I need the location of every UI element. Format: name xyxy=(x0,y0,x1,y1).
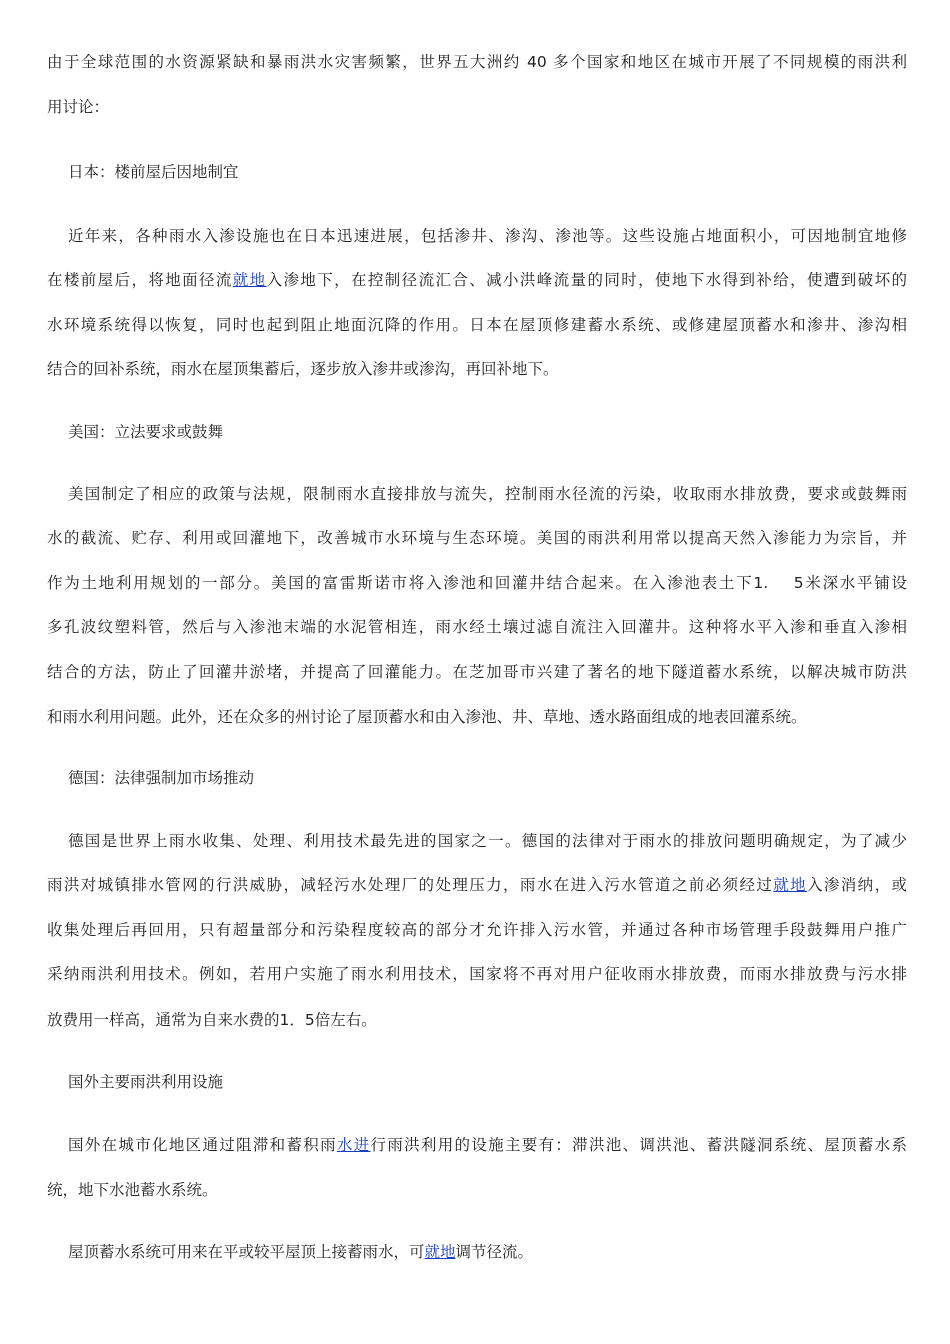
japan-line-2-part-b: 入渗地下，在控制径流汇合、减小洪峰流量的同时，使地下水得到补给，使遭到破坏的 xyxy=(266,271,907,289)
germany-line-4: 采纳雨洪利用技术。例如，若用户实施了雨水利用技术，国家将不再对用户征收雨水排放费，而雨水排放费与污水排 xyxy=(47,965,907,983)
roof-line-1-part-a: 屋顶蓄水系统可用来在平或较平屋顶上接蓄雨水，可 xyxy=(68,1243,425,1261)
germany-line-3: 收集处理后再回用，只有超量部分和污染程度较高的部分才允许排入污水管，并通过各种市场管理手段鼓舞用户推广 xyxy=(47,921,907,939)
usa-line-4: 多孔波纹塑料管，然后与入渗池末端的水泥管相连，雨水经土壤过滤自流注入回灌井。这种将水平入渗和垂直入渗相 xyxy=(47,618,907,636)
germany-line-1: 德国是世界上雨水收集、处理、利用技术最先进的国家之一。德国的法律对于雨水的排放问题明确规定，为了减少 xyxy=(68,832,907,850)
roof-line-1 xyxy=(68,1240,907,1264)
shuijin-link[interactable]: 水进 xyxy=(336,1136,371,1154)
japan-line-3: 水环境系统得以恢复，同时也起到阻止地面沉降的作用。日本在屋顶修建蓄水系统、或修建屋顶蓄水和渗井、渗沟相 xyxy=(47,316,907,334)
germany-line-2 xyxy=(47,873,907,897)
germany-line-2-part-b: 入渗消纳，或 xyxy=(807,876,907,894)
usa-line-5: 结合的方法，防止了回灌井淤堵，并提高了回灌能力。在芝加哥市兴建了著名的地下隧道蓄水系统，以解决城市防洪 xyxy=(47,663,907,681)
usa-line-1: 美国制定了相应的政策与法规，限制雨水直接排放与流失，控制雨水径流的污染，收取雨水排放费，要求或鼓舞雨 xyxy=(68,485,907,503)
usa-line-6: 和雨水利用问题。此外，还在众多的州讨论了屋顶蓄水和由入渗池、井、草地、透水路面组成的地表回灌系统。 xyxy=(47,708,807,726)
japan-line-4: 结合的回补系统，雨水在屋顶集蓄后，逐步放入渗井或渗沟，再回补地下。 xyxy=(47,360,559,378)
intro-line-1: 由于全球范围的水资源紧缺和暴雨洪水灾害频繁，世界五大洲约 40 多个国家和地区在城市开展了不同规模的雨洪利 xyxy=(47,53,907,71)
intro-line-2: 用讨论： xyxy=(47,98,110,116)
japan-line-1: 近年来，各种雨水入渗设施也在日本迅速进展，包括渗井、渗沟、渗池等。这些设施占地面积小，可因地制宜地修 xyxy=(68,227,907,245)
jiudi-link-3[interactable]: 就地 xyxy=(424,1243,456,1261)
facilities-line-1 xyxy=(68,1133,907,1157)
usa-line-3-part-b: 米深水平铺设 xyxy=(803,574,907,592)
germany-line-5-part-a: 放费用一样高，通常为自来水费的 xyxy=(47,1011,280,1029)
japan-line-2 xyxy=(47,268,907,292)
roof-line-1-part-b: 调节径流。 xyxy=(455,1243,534,1261)
usa-line-3 xyxy=(47,571,907,595)
usa-line-3-part-a: 作为土地利用规划的一部分。美国的富雷斯诺市将入渗池和回灌井结合起来。在入渗池表土下 xyxy=(47,574,754,592)
facilities-line-1-part-a: 国外在城市化地区通过阻滞和蓄积雨 xyxy=(68,1136,337,1154)
jiudi-link-1[interactable]: 就地 xyxy=(232,271,267,289)
facilities-line-2: 统，地下水池蓄水系统。 xyxy=(47,1181,218,1199)
germany-line-2-part-a: 雨洪对城镇排水管网的行洪威胁，减轻污水处理厂的处理压力，雨水在进入污水管道之前必须经过 xyxy=(47,876,774,894)
jiudi-link-2[interactable]: 就地 xyxy=(773,876,808,894)
usa-heading: 美国：立法要求或鼓舞 xyxy=(68,423,224,441)
germany-ratio-value: 1．5 xyxy=(279,1011,315,1029)
japan-line-2-part-a: 在楼前屋后，将地面径流 xyxy=(47,271,233,289)
usa-line-2: 水的截流、贮存、利用或回灌地下，改善城市水环境与生态环境。美国的雨洪利用常以提高天然入渗能力为宗旨，并 xyxy=(47,529,907,547)
usa-depth-value: 1. 5 xyxy=(753,574,804,592)
germany-line-5 xyxy=(47,1008,907,1032)
germany-heading: 德国：法律强制加市场推动 xyxy=(68,769,255,787)
facilities-heading: 国外主要雨洪利用设施 xyxy=(68,1073,224,1091)
germany-line-5-part-b: 倍左右。 xyxy=(314,1011,377,1029)
japan-heading: 日本：楼前屋后因地制宜 xyxy=(68,163,239,181)
facilities-line-1-part-b: 行雨洪利用的设施主要有：滞洪池、调洪池、蓄洪隧洞系统、屋顶蓄水系 xyxy=(370,1136,907,1154)
